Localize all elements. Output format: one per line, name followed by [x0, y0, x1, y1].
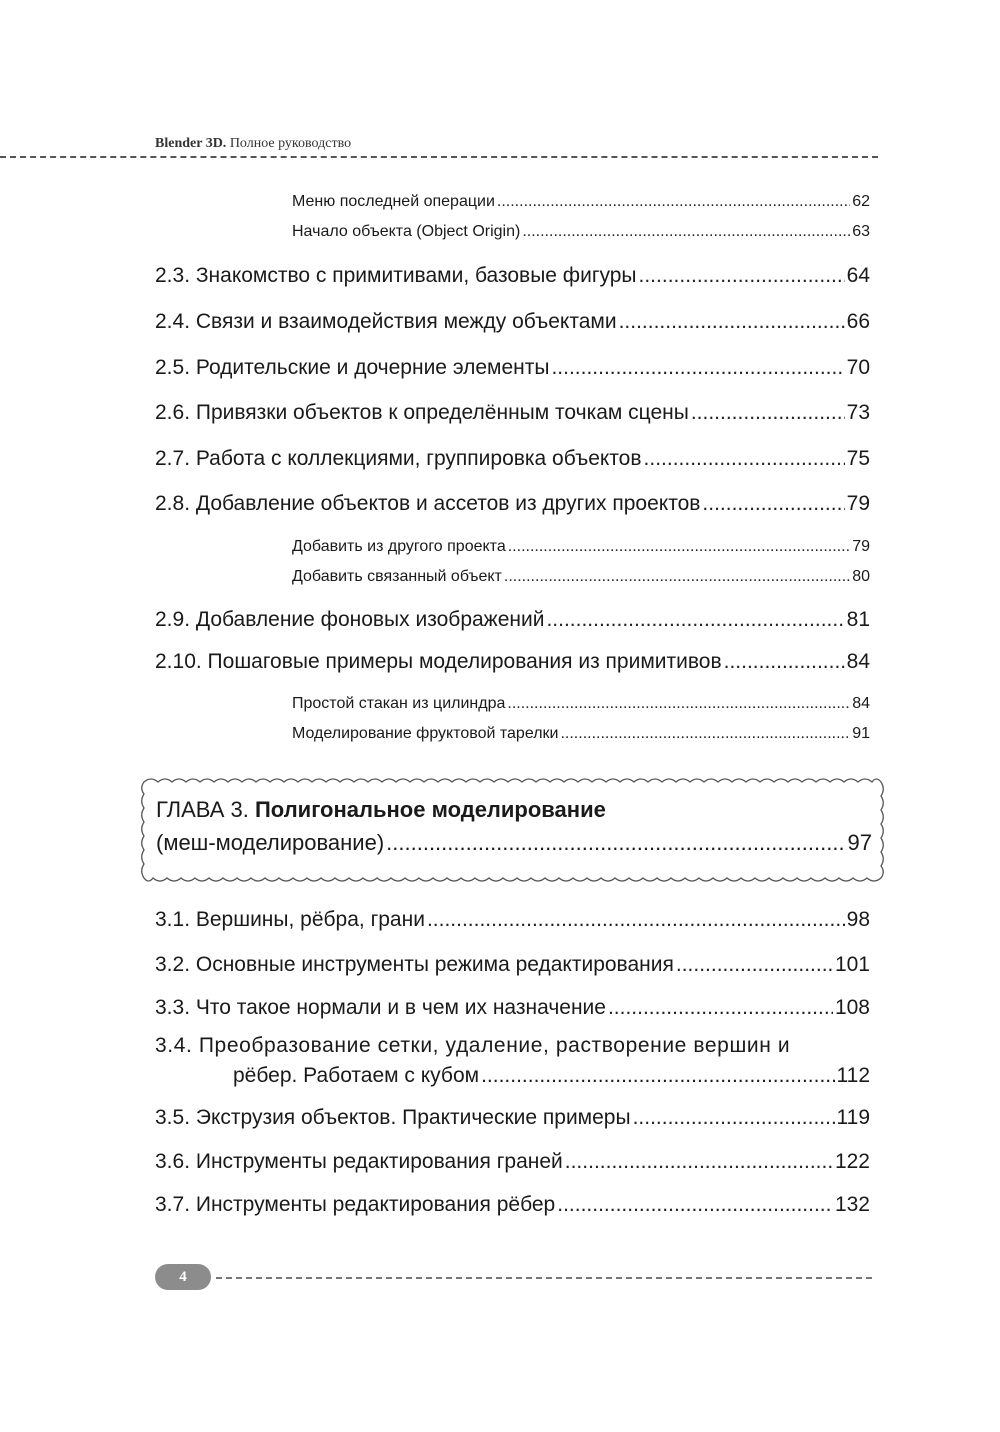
toc-entry-text: 2.3. Знакомство с примитивами, базовые фигуры [155, 264, 637, 287]
toc-entry-page: 108 [834, 996, 870, 1019]
leader-dots [504, 568, 850, 586]
toc-entry-major[interactable] [155, 953, 870, 977]
leader-dots [691, 401, 845, 425]
toc-entry-major[interactable] [155, 1150, 870, 1174]
header-divider [0, 156, 878, 158]
leader-dots [557, 1193, 833, 1217]
toc-entry-page: 98 [846, 908, 870, 931]
toc-entry-major[interactable] [155, 996, 870, 1020]
toc-entry-text: 2.10. Пошаговые примеры моделирования из примитивов [155, 650, 722, 673]
toc-entry-text: 3.2. Основные инструменты режима редактирования [155, 953, 674, 976]
toc-entry-page: 91 [852, 725, 870, 742]
leader-dots [619, 310, 845, 334]
leader-dots [676, 953, 833, 977]
toc-entry-text: Начало объекта (Object Origin) [292, 223, 521, 240]
toc-entry-text: 3.7. Инструменты редактирования рёбер [155, 1193, 556, 1216]
toc-entry-major[interactable] [155, 1193, 870, 1217]
leader-dots [507, 695, 850, 713]
toc-entry-line2 [233, 1064, 870, 1088]
toc-entry-text: Моделирование фруктовой тарелки [292, 725, 559, 742]
toc-entry-text: 2.8. Добавление объектов и ассетов из других проектов [155, 492, 701, 515]
chapter-title [156, 797, 606, 823]
leader-dots [427, 908, 845, 932]
toc-entry-text: 2.9. Добавление фоновых изображений [155, 608, 545, 631]
toc-entry-page: 112 [836, 1064, 870, 1087]
toc-entry-major[interactable] [155, 264, 870, 288]
toc-entry-major[interactable] [155, 447, 870, 471]
chapter-subtitle: (меш-моделирование) [156, 830, 385, 855]
toc-entry-page: 70 [846, 356, 870, 379]
header-title-rest: Полное руководство [226, 136, 352, 151]
toc-entry-text: 2.4. Связи и взаимодействия между объектами [155, 310, 617, 333]
leader-dots [551, 356, 844, 380]
toc-entry-major[interactable] [155, 1106, 870, 1130]
toc-entry-page: 63 [852, 223, 870, 240]
footer-divider [216, 1277, 872, 1279]
leader-dots [639, 264, 845, 288]
toc-entry-page: 75 [846, 447, 870, 470]
leader-dots [702, 492, 844, 516]
toc-entry-page: 80 [852, 568, 870, 585]
chapter-subtitle-line [156, 830, 872, 856]
toc-entry-page: 79 [852, 538, 870, 555]
toc-entry-major[interactable] [155, 492, 870, 516]
leader-dots [633, 1106, 835, 1130]
toc-entry-minor[interactable] [292, 568, 870, 586]
toc-entry-wrapped[interactable] [155, 1034, 870, 1088]
toc-entry-major[interactable] [155, 401, 870, 425]
toc-entry-text: 3.5. Экструзия объектов. Практические примеры [155, 1106, 631, 1129]
toc-entry-text: Простой стакан из цилиндра [292, 695, 506, 712]
chapter-name: Полигональное моделирование [254, 797, 606, 822]
running-header [155, 136, 351, 152]
chapter-prefix: ГЛАВА 3. [156, 797, 255, 822]
leader-dots [497, 193, 850, 211]
toc-entry-text: 3.3. Что такое нормали и в чем их назначение [155, 996, 606, 1019]
toc-entry-text: Добавить из другого проекта [292, 538, 506, 555]
toc-entry-page: 81 [846, 608, 870, 631]
leader-dots [644, 447, 845, 471]
toc-entry-major[interactable] [155, 908, 870, 932]
toc-entry-text: Меню последней операции [292, 193, 495, 210]
toc-entry-minor[interactable] [292, 223, 870, 241]
toc-entry-page: 132 [834, 1193, 870, 1216]
toc-entry-page: 122 [834, 1150, 870, 1173]
toc-entry-minor[interactable] [292, 725, 870, 743]
leader-dots [565, 1150, 833, 1174]
leader-dots [608, 996, 833, 1020]
toc-entry-major[interactable] [155, 356, 870, 380]
leader-dots [386, 830, 845, 856]
leader-dots [560, 725, 850, 743]
chapter-heading-box[interactable] [140, 775, 885, 885]
toc-entry-page: 73 [846, 401, 870, 424]
toc-entry-page: 79 [846, 492, 870, 515]
toc-entry-major[interactable] [155, 608, 870, 632]
toc-entry-text-line1: 3.4. Преобразование сетки, удаление, растворение вершин и [155, 1034, 791, 1057]
toc-entry-text: Добавить связанный объект [292, 568, 502, 585]
toc-entry-minor[interactable] [292, 193, 870, 211]
leader-dots [724, 650, 845, 674]
toc-entry-page: 101 [834, 953, 870, 976]
toc-entry-text: 2.5. Родительские и дочерние элементы [155, 356, 550, 379]
chapter-page: 97 [847, 830, 872, 855]
toc-entry-minor[interactable] [292, 695, 870, 713]
toc-entry-page: 84 [846, 650, 870, 673]
leader-dots [522, 223, 850, 241]
leader-dots [508, 538, 850, 556]
toc-entry-minor[interactable] [292, 538, 870, 556]
header-title-bold: Blender 3D. [155, 136, 227, 151]
toc-entry-text: 2.7. Работа с коллекциями, группировка объектов [155, 447, 642, 470]
leader-dots [546, 608, 844, 632]
toc-entry-text: 3.1. Вершины, рёбра, грани [155, 908, 425, 931]
toc-entry-major[interactable] [155, 650, 870, 674]
page-number-badge: 4 [155, 1264, 211, 1290]
toc-entry-text: 2.6. Привязки объектов к определённым точкам сцены [155, 401, 689, 424]
toc-entry-text: 3.6. Инструменты редактирования граней [155, 1150, 563, 1173]
leader-dots [481, 1064, 834, 1088]
toc-entry-page: 62 [852, 193, 870, 210]
toc-entry-major[interactable] [155, 310, 870, 334]
toc-entry-page: 64 [846, 264, 870, 287]
toc-entry-page: 84 [852, 695, 870, 712]
toc-entry-page: 66 [846, 310, 870, 333]
toc-entry-text-line2: рёбер. Работаем с кубом [233, 1064, 480, 1087]
toc-entry-page: 119 [836, 1106, 870, 1129]
